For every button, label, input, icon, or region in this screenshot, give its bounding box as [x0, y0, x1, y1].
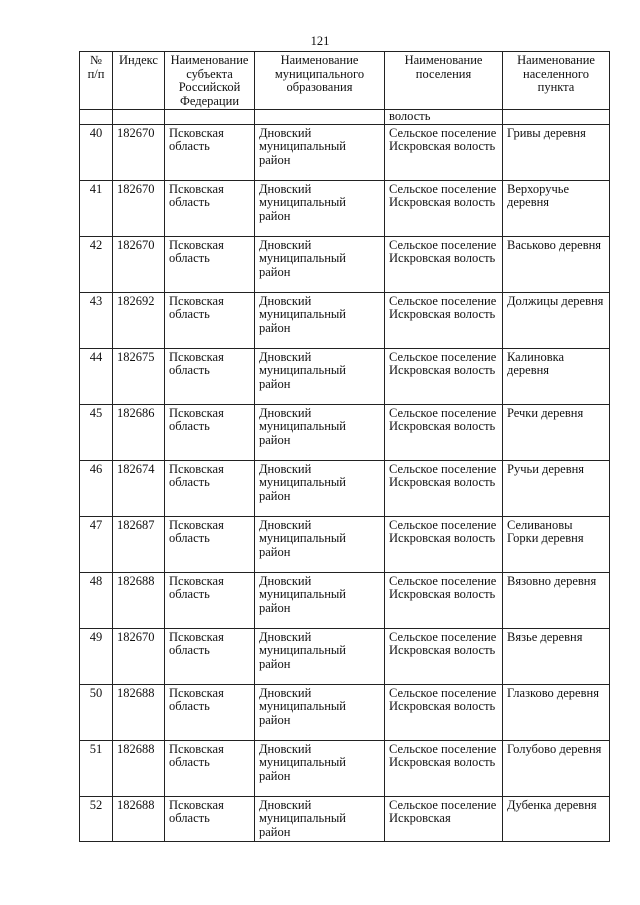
cell-subject: Псковская область — [165, 124, 255, 180]
cell-num: 45 — [80, 404, 113, 460]
table-header — [80, 52, 610, 110]
cell-settlement: Сельское поселение Искровская волость — [385, 124, 503, 180]
cell-index: 182670 — [113, 628, 165, 684]
cell-municipality — [255, 110, 385, 125]
cell-index: 182670 — [113, 236, 165, 292]
table-row — [80, 796, 610, 841]
header-municipality: Наименование муниципального образования — [255, 52, 385, 110]
cell-municipality: Дновский муниципальный район — [255, 684, 385, 740]
cell-index: 182692 — [113, 292, 165, 348]
cell-locality: Должицы деревня — [503, 292, 610, 348]
cell-num: 50 — [80, 684, 113, 740]
cell-subject: Псковская область — [165, 740, 255, 796]
cell-num: 49 — [80, 628, 113, 684]
cell-index: 182670 — [113, 180, 165, 236]
cell-subject: Псковская область — [165, 460, 255, 516]
cell-num: 40 — [80, 124, 113, 180]
cell-num: 43 — [80, 292, 113, 348]
page-number: 121 — [310, 34, 330, 48]
table-row — [80, 628, 610, 684]
header-locality: Наименование населенного пункта — [503, 52, 610, 110]
cell-municipality: Дновский муниципальный район — [255, 796, 385, 841]
cell-settlement: Сельское поселение Искровская волость — [385, 348, 503, 404]
cell-num: 47 — [80, 516, 113, 572]
cell-settlement: Сельское поселение Искровская волость — [385, 236, 503, 292]
cell-settlement: Сельское поселение Искровская волость — [385, 180, 503, 236]
cell-settlement: Сельское поселение Искровская волость — [385, 628, 503, 684]
cell-municipality: Дновский муниципальный район — [255, 292, 385, 348]
cell-municipality: Дновский муниципальный район — [255, 348, 385, 404]
cell-subject: Псковская область — [165, 180, 255, 236]
table-row — [80, 348, 610, 404]
cell-subject: Псковская область — [165, 348, 255, 404]
cell-index: 182688 — [113, 796, 165, 841]
locality-table — [79, 51, 610, 842]
cell-municipality: Дновский муниципальный район — [255, 572, 385, 628]
cell-locality: Вязье деревня — [503, 628, 610, 684]
cell-num: 51 — [80, 740, 113, 796]
cell-locality: Голубово деревня — [503, 740, 610, 796]
cell-locality: Верхоручье деревня — [503, 180, 610, 236]
cell-subject: Псковская область — [165, 628, 255, 684]
cell-num — [80, 110, 113, 125]
header-num: № п/п — [80, 52, 113, 110]
cell-subject — [165, 110, 255, 125]
cell-municipality: Дновский муниципальный район — [255, 460, 385, 516]
table-row — [80, 180, 610, 236]
cell-subject: Псковская область — [165, 684, 255, 740]
cell-municipality: Дновский муниципальный район — [255, 404, 385, 460]
header-settlement: Наименование поселения — [385, 52, 503, 110]
cell-subject: Псковская область — [165, 236, 255, 292]
cell-settlement: Сельское поселение Искровская волость — [385, 404, 503, 460]
cell-municipality: Дновский муниципальный район — [255, 628, 385, 684]
cell-locality: Селивановы Горки деревня — [503, 516, 610, 572]
cell-locality: Дубенка деревня — [503, 796, 610, 841]
cell-num: 46 — [80, 460, 113, 516]
cell-settlement: волость — [385, 110, 503, 125]
header-index: Индекс — [113, 52, 165, 110]
table-row — [80, 124, 610, 180]
cell-num: 48 — [80, 572, 113, 628]
cell-municipality: Дновский муниципальный район — [255, 180, 385, 236]
cell-locality: Речки деревня — [503, 404, 610, 460]
cell-num: 42 — [80, 236, 113, 292]
cell-index: 182688 — [113, 572, 165, 628]
cell-municipality: Дновский муниципальный район — [255, 740, 385, 796]
cell-index: 182687 — [113, 516, 165, 572]
cell-locality — [503, 110, 610, 125]
cell-subject: Псковская область — [165, 404, 255, 460]
cell-subject: Псковская область — [165, 572, 255, 628]
cell-index: 182688 — [113, 684, 165, 740]
table-row — [80, 292, 610, 348]
table-row — [80, 572, 610, 628]
cell-num: 44 — [80, 348, 113, 404]
cell-settlement: Сельское поселение Искровская волость — [385, 292, 503, 348]
cell-index: 182674 — [113, 460, 165, 516]
cell-locality: Вязовно деревня — [503, 572, 610, 628]
cell-locality: Глазково деревня — [503, 684, 610, 740]
cell-locality: Гривы деревня — [503, 124, 610, 180]
cell-locality: Ручьи деревня — [503, 460, 610, 516]
cell-municipality: Дновский муниципальный район — [255, 236, 385, 292]
cell-settlement: Сельское поселение Искровская волость — [385, 572, 503, 628]
cell-subject: Псковская область — [165, 516, 255, 572]
cell-settlement: Сельское поселение Искровская волость — [385, 740, 503, 796]
cell-index: 182670 — [113, 124, 165, 180]
table-row — [80, 740, 610, 796]
cell-settlement: Сельское поселение Искровская волость — [385, 460, 503, 516]
header-subject: Наименование субъекта Российской Федерации — [165, 52, 255, 110]
cell-municipality: Дновский муниципальный район — [255, 124, 385, 180]
cell-index — [113, 110, 165, 125]
cell-locality: Калиновка деревня — [503, 348, 610, 404]
cell-index: 182688 — [113, 740, 165, 796]
cell-index: 182686 — [113, 404, 165, 460]
continuation-row — [80, 110, 610, 125]
cell-municipality: Дновский муниципальный район — [255, 516, 385, 572]
cell-num: 41 — [80, 180, 113, 236]
cell-settlement: Сельское поселение Искровская — [385, 796, 503, 841]
cell-settlement: Сельское поселение Искровская волость — [385, 516, 503, 572]
cell-subject: Псковская область — [165, 292, 255, 348]
table-row — [80, 236, 610, 292]
table-body — [80, 110, 610, 842]
cell-num: 52 — [80, 796, 113, 841]
cell-index: 182675 — [113, 348, 165, 404]
cell-settlement: Сельское поселение Искровская волость — [385, 684, 503, 740]
table-row — [80, 460, 610, 516]
table-row — [80, 404, 610, 460]
table-row — [80, 684, 610, 740]
cell-subject: Псковская область — [165, 796, 255, 841]
table-row — [80, 516, 610, 572]
cell-locality: Васьково деревня — [503, 236, 610, 292]
